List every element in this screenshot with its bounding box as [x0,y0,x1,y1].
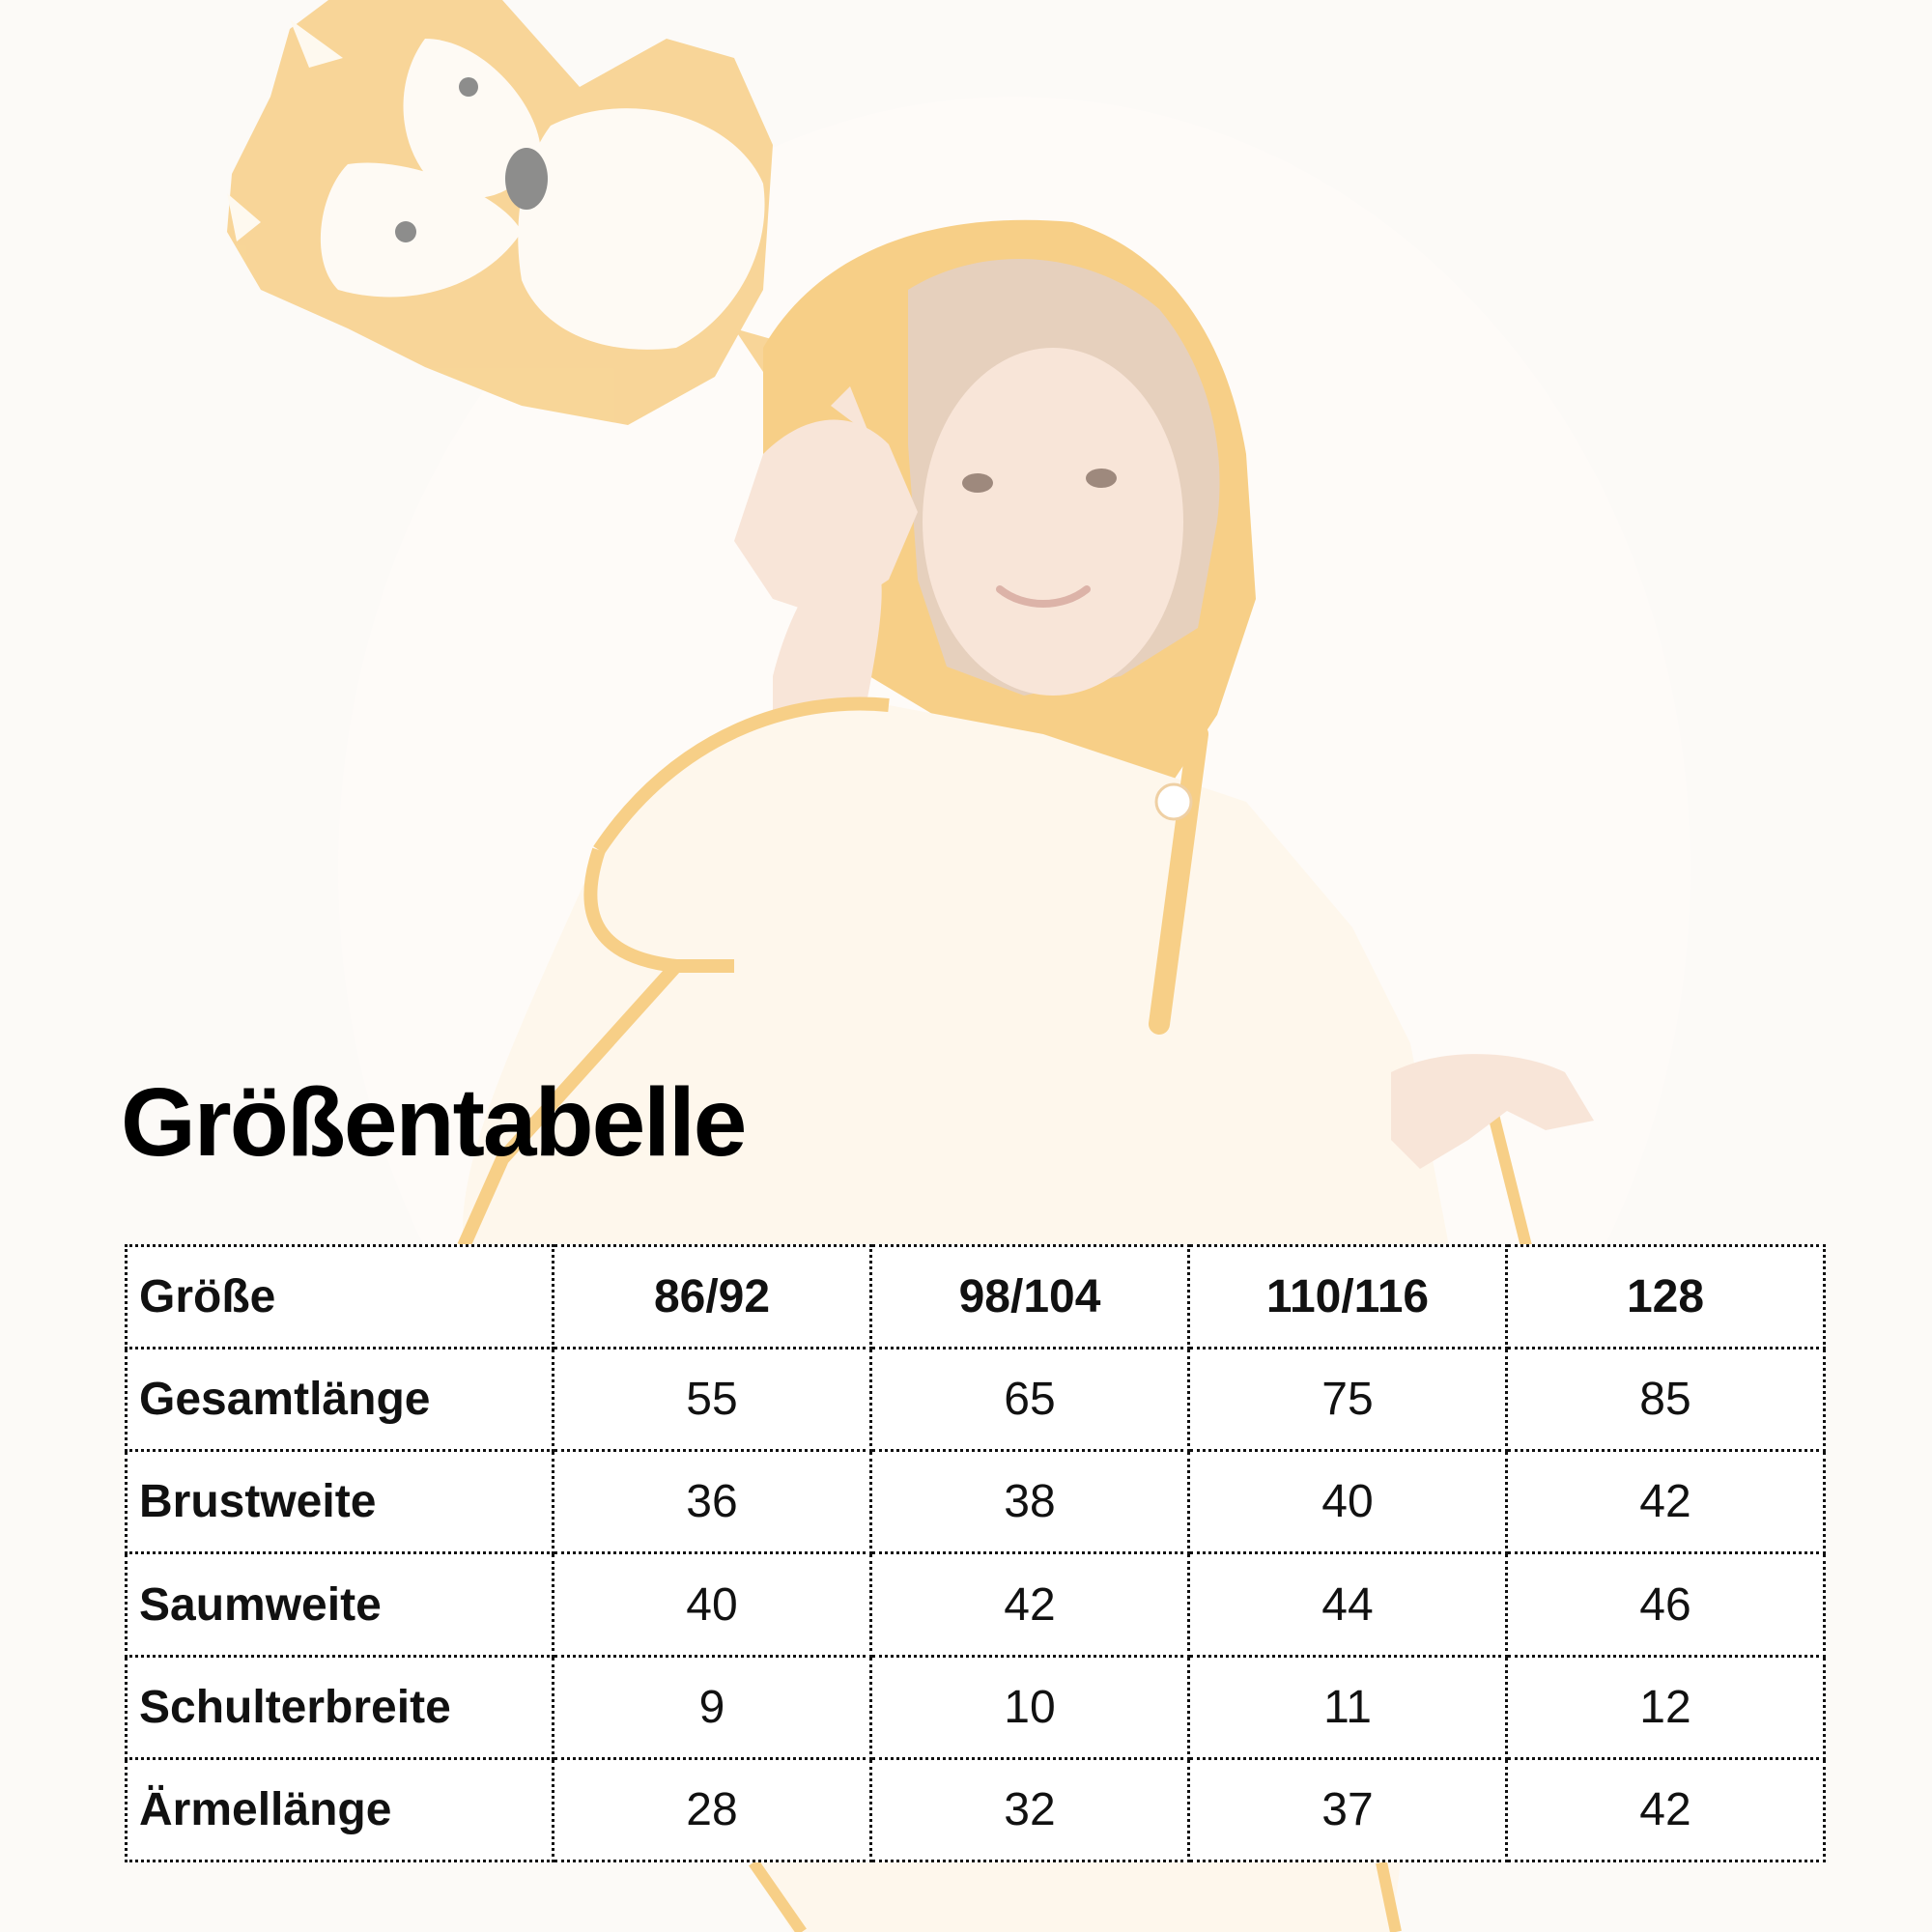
table-cell: 11 [1189,1656,1507,1758]
row-label: Brustweite [127,1451,554,1553]
table-cell: 36 [554,1451,871,1553]
table-cell: 9 [554,1656,871,1758]
table-cell: 40 [554,1553,871,1656]
table-row [127,1758,1825,1861]
table-row [127,1553,1825,1656]
table-cell: 46 [1507,1553,1825,1656]
table-header-row [127,1246,1825,1349]
table-cell: 38 [871,1451,1189,1553]
table-cell: 75 [1189,1349,1507,1451]
header-cell: 98/104 [871,1246,1189,1349]
table-cell: 37 [1189,1758,1507,1861]
table-cell: 65 [871,1349,1189,1451]
table-cell: 42 [871,1553,1189,1656]
row-label: Gesamtlänge [127,1349,554,1451]
header-cell: 128 [1507,1246,1825,1349]
table-cell: 42 [1507,1451,1825,1553]
row-label: Ärmellänge [127,1758,554,1861]
table-cell: 55 [554,1349,871,1451]
table-cell: 44 [1189,1553,1507,1656]
size-chart-table [125,1244,1826,1862]
row-label: Schulterbreite [127,1656,554,1758]
table-cell: 12 [1507,1656,1825,1758]
table-cell: 40 [1189,1451,1507,1553]
row-label: Saumweite [127,1553,554,1656]
table-cell: 10 [871,1656,1189,1758]
table-row [127,1451,1825,1553]
table-row [127,1656,1825,1758]
header-cell: 110/116 [1189,1246,1507,1349]
table-cell: 85 [1507,1349,1825,1451]
header-cell: 86/92 [554,1246,871,1349]
table-cell: 28 [554,1758,871,1861]
header-cell: Größe [127,1246,554,1349]
page-title: Größentabelle [121,1068,746,1177]
table-cell: 32 [871,1758,1189,1861]
table-row [127,1349,1825,1451]
table-cell: 42 [1507,1758,1825,1861]
